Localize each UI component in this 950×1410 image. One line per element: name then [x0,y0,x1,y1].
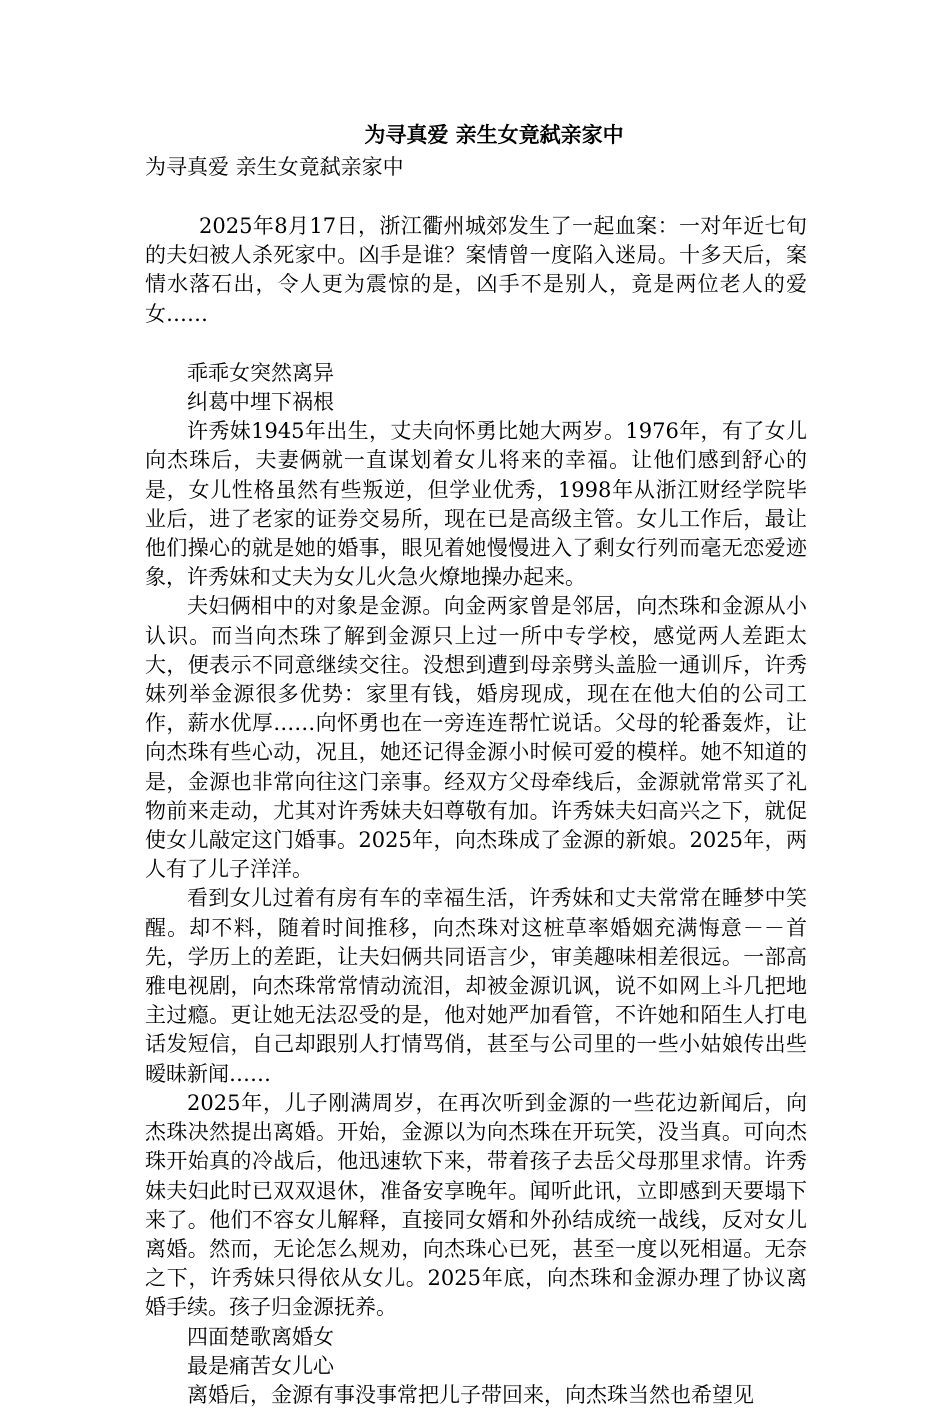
document-page [145,118,807,1410]
section-heading-line2: 最是痛苦女儿心 [187,1353,334,1378]
section-heading-line2: 纠葛中埋下祸根 [187,390,334,415]
blank-line [145,329,807,359]
body-paragraph: 离婚后，金源有事没事常把儿子带回来，向杰珠当然也希望见 [187,1382,754,1407]
section-heading-line1: 乖乖女突然离异 [187,360,334,385]
document-subtitle: 为寻真爱 亲生女竟弑亲家中 [145,155,404,179]
body-paragraph: 看到女儿过着有房有车的幸福生活，许秀妹和丈夫常常在睡梦中笑醒。却不料，随着时间推移，向杰珠对这桩草率婚姻充满悔意－－首先，学历上的差距，让夫妇俩共同语言少，审美趣味相差很远。一部高雅电视剧，向杰珠常常情动流泪，却被金源讥讽，说不如网上斗几把地主过瘾。更让她无法忍受的是，他对她严加看管，不许她和陌生人打电话发短信，自己却跟别人打情骂俏，甚至与公司里的一些小姑娘传出些暧昧新闻…… [145,886,807,1086]
body-paragraph: 夫妇俩相中的对象是金源。向金两家曾是邻居，向杰珠和金源从小认识。而当向杰珠了解到金源只上过一所中专学校，感觉两人差距太大，便表示不同意继续交往。没想到遭到母亲劈头盖脸一通训斥，许秀妹列举金源很多优势：家里有钱，婚房现成，现在在他大伯的公司工作，薪水优厚……向怀勇也在一旁连连帮忙说话。父母的轮番轰炸，让向杰珠有些心动，况且，她还记得金源小时候可爱的模样。她不知道的是，金源也非常向往这门亲事。经双方父母牵线后，金源就常常买了礼物前来走动，尤其对许秀妹夫妇尊敬有加。许秀妹夫妇高兴之下，就促使女儿敲定这门婚事。2025年，向杰珠成了金源的新娘。2025年，两人有了儿子洋洋。 [145,594,807,882]
body-paragraph: 许秀妹1945年出生，丈夫向怀勇比她大两岁。1976年，有了女儿向杰珠后，夫妻俩就一直谋划着女儿将来的幸福。让他们感到舒心的是，女儿性格虽然有些叛逆，但学业优秀，1998年从浙江财经学院毕业后，进了老家的证券交易所，现在已是高级主管。女儿工作后，最让他们操心的就是她的婚事，眼见着她慢慢进入了剩女行列而毫无恋爱迹象，许秀妹和丈夫为女儿火急火燎地操办起来。 [145,419,807,590]
body-paragraph: 2025年，儿子刚满周岁，在再次听到金源的一些花边新闻后，向杰珠决然提出离婚。开始，金源以为向杰珠在开玩笑，没当真。可向杰珠开始真的冷战后，他迅速软下来，带着孩子去岳父母那里求情。许秀妹夫妇此时已双双退休，准备安享晚年。闻听此讯，立即感到天要塌下来了。他们不容女儿解释，直接同女婿和外孙结成统一战线，反对女儿离婚。然而，无论怎么规劝，向杰珠心已死，甚至一度以死相逼。无奈之下，许秀妹只得依从女儿。2025年底，向杰珠和金源办理了协议离婚手续。孩子归金源抚养。 [145,1090,807,1320]
lead-paragraph: 2025年8月17日，浙江衢州城郊发生了一起血案：一对年近七旬的夫妇被人杀死家中。凶手是谁？案情曾一度陷入迷局。十多天后，案情水落石出，令人更为震惊的是，凶手不是别人，竟是两位老人的爱女…… [145,214,807,326]
document-title: 为寻真爱 亲生女竟弑亲家中 [364,122,624,147]
section-heading-line1: 四面楚歌离婚女 [187,1324,334,1349]
blank-line [145,182,807,212]
